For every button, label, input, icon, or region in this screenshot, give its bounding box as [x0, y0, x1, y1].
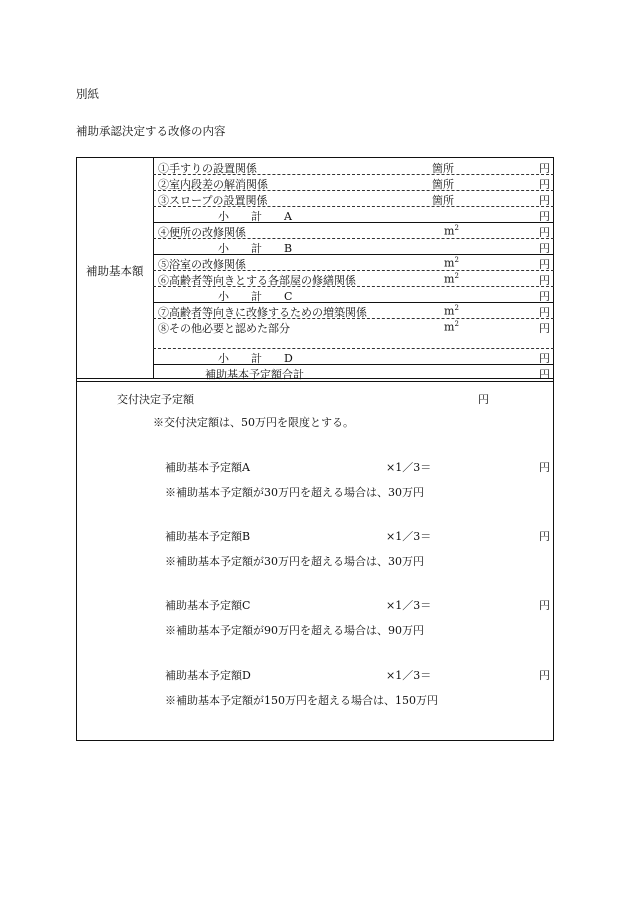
total-label: 補助基本予定額合計	[205, 368, 304, 381]
section-separator-bottom	[76, 381, 554, 382]
yen-unit: 円	[539, 194, 550, 207]
unit-square-meter: $m^2$	[444, 224, 459, 238]
yen-unit: 円	[539, 368, 550, 381]
unit-superscript: 2	[454, 320, 459, 328]
unit-count: 箇所	[432, 178, 454, 191]
row-header: 補助基本額	[86, 264, 144, 278]
yen-unit: 円	[539, 242, 550, 255]
subtotal-label: 小 計 C	[218, 290, 293, 303]
yen-unit: 円	[539, 322, 550, 335]
grant-item-note: ※補助基本予定額が90万円を超える場合は、90万円	[165, 624, 424, 637]
unit-square-meter: $m^2$	[444, 272, 459, 286]
subtotal-label: 小 計 B	[218, 242, 293, 255]
unit-count: 箇所	[432, 194, 454, 207]
row-divider	[153, 348, 554, 349]
grant-item-formula: ×1／3＝	[386, 669, 432, 682]
page-title: 補助承認決定する改修の内容	[76, 124, 226, 138]
grant-item-yen: 円	[539, 461, 550, 474]
item-label: ⑧その他必要と認めた部分	[158, 322, 290, 335]
unit-superscript: 2	[454, 224, 459, 232]
item-label: ②室内段差の解消関係	[158, 178, 268, 191]
grant-item-note: ※補助基本予定額が150万円を超える場合は、150万円	[165, 694, 438, 707]
unit-square-meter: $m^2$	[444, 304, 459, 318]
subtotal-label: 小 計 D	[218, 352, 293, 365]
subtotal-label: 小 計 A	[218, 210, 292, 223]
unit-square-meter: $m^2$	[444, 320, 459, 334]
grant-yen: 円	[478, 393, 489, 406]
grant-item-label: 補助基本予定額B	[165, 530, 251, 543]
yen-unit: 円	[539, 290, 550, 303]
row-divider	[153, 222, 554, 223]
grant-item-yen: 円	[539, 599, 550, 612]
grant-limit-note: ※交付決定額は、50万円を限度とする。	[153, 416, 354, 429]
yen-unit: 円	[539, 162, 550, 175]
grant-item-yen: 円	[539, 669, 550, 682]
grant-label: 交付決定予定額	[117, 393, 194, 406]
item-label: ⑥高齢者等向きとする各部屋の修繕関係	[158, 274, 356, 287]
grant-item-label: 補助基本予定額C	[165, 599, 251, 612]
grant-item-formula: ×1／3＝	[386, 530, 432, 543]
unit-count: 箇所	[432, 162, 454, 175]
item-label: ③スロープの設置関係	[158, 194, 268, 207]
item-label: ⑤浴室の改修関係	[158, 258, 246, 271]
yen-unit: 円	[539, 306, 550, 319]
yen-unit: 円	[539, 178, 550, 191]
yen-unit: 円	[539, 274, 550, 287]
row-divider	[153, 302, 554, 303]
grant-item-formula: ×1／3＝	[386, 461, 432, 474]
grant-item-label: 補助基本予定額D	[165, 669, 251, 682]
unit-superscript: 2	[454, 256, 459, 264]
unit-square-meter: $m^2$	[444, 256, 459, 270]
grant-item-yen: 円	[539, 530, 550, 543]
yen-unit: 円	[539, 226, 550, 239]
item-label: ⑦高齢者等向きに改修するための増築関係	[158, 306, 367, 319]
grant-item-note: ※補助基本予定額が30万円を超える場合は、30万円	[165, 486, 424, 499]
yen-unit: 円	[539, 352, 550, 365]
section-separator-top	[76, 378, 554, 379]
unit-superscript: 2	[454, 304, 459, 312]
row-divider	[153, 364, 554, 365]
grant-item-formula: ×1／3＝	[386, 599, 432, 612]
item-label: ①手すりの設置関係	[158, 162, 257, 175]
attachment-label: 別紙	[76, 87, 99, 101]
item-label: ④便所の改修関係	[158, 226, 246, 239]
content-frame	[76, 157, 554, 741]
unit-superscript: 2	[454, 272, 459, 280]
yen-unit: 円	[539, 210, 550, 223]
grant-item-note: ※補助基本予定額が30万円を超える場合は、30万円	[165, 555, 424, 568]
yen-unit: 円	[539, 258, 550, 271]
row-divider	[153, 254, 554, 255]
grant-item-label: 補助基本予定額A	[165, 461, 250, 474]
